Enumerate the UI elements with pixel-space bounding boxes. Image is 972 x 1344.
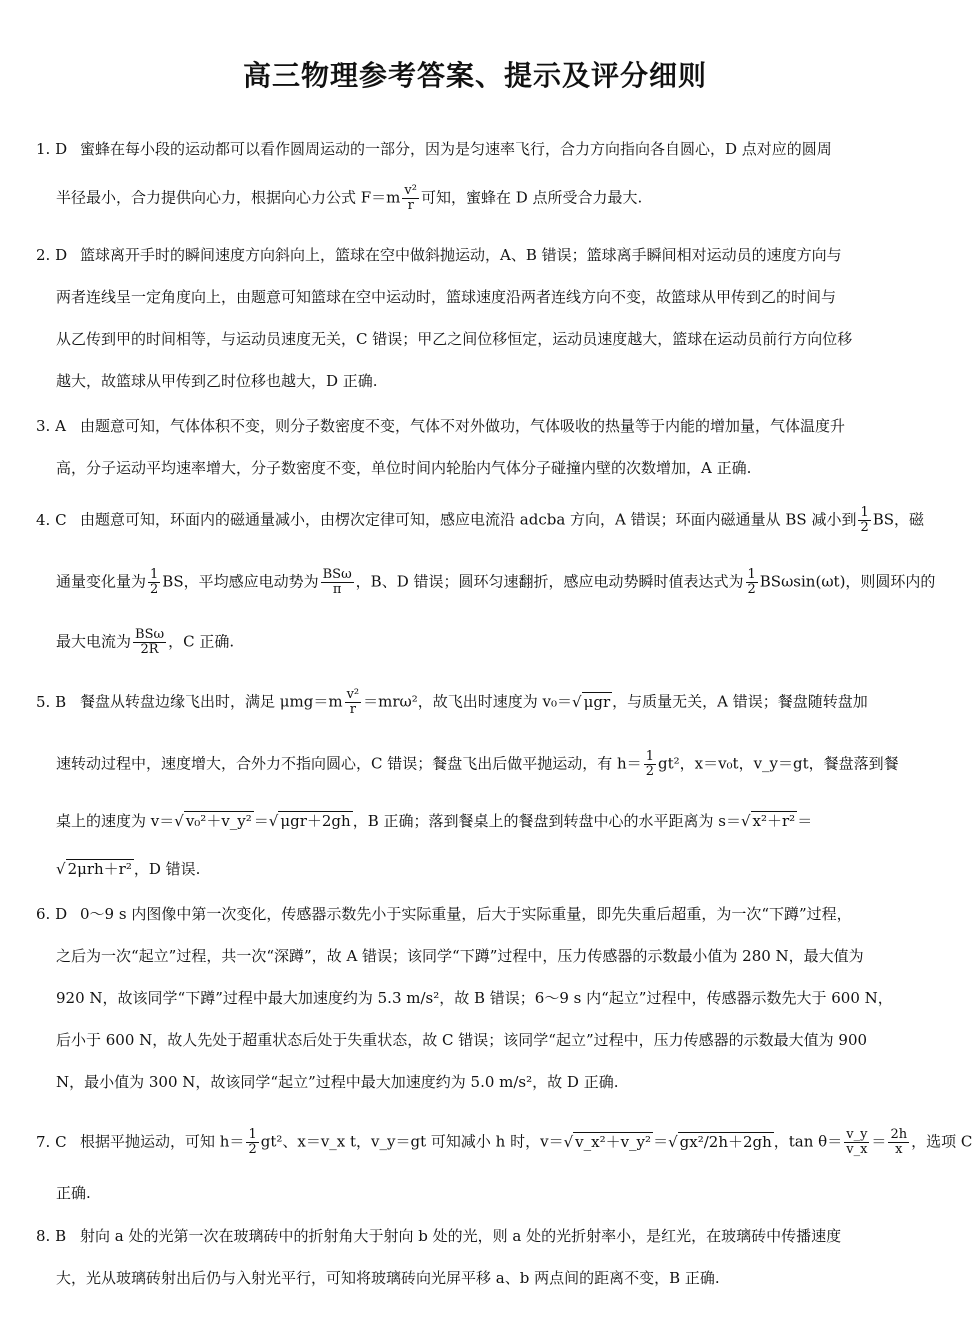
sqrt: √ μgr <box>572 692 612 711</box>
fraction: $\frac{1}{2}$ <box>150 567 159 597</box>
answer-number: 5. B <box>36 692 67 711</box>
sqrt: √ v_x²＋v_y² <box>564 1132 653 1151</box>
fraction: $\frac{1}{2}$ <box>860 505 869 535</box>
page-title: 高三物理参考答案、提示及评分细则 <box>242 59 707 92</box>
answer-number: 7. C <box>36 1132 67 1151</box>
fraction: $\frac{1}{2}$ <box>645 749 654 779</box>
answer-number: 3. A <box>36 417 66 435</box>
sqrt: √ v₀²＋v_y² <box>174 811 254 830</box>
sqrt: √ gx²/2h＋2gh <box>668 1132 774 1151</box>
sqrt: √ 2μrh＋r² <box>56 859 134 878</box>
fraction: $\frac{1}{2}$ <box>248 1127 257 1157</box>
fraction: $\frac{\text{BSω}}{\pi}$ <box>322 567 352 597</box>
answer-number: 8. B <box>36 1227 67 1245</box>
fraction: $\frac{\text{v²}}{r}$ <box>404 183 417 213</box>
answer-number: 4. C <box>36 510 67 529</box>
fraction: $\frac{\text{BSω}}{2R}$ <box>135 627 165 657</box>
fraction: $\frac{2h}{x}$ <box>890 1127 908 1157</box>
sqrt: √ μgr＋2gh <box>269 811 353 830</box>
fraction: $\frac{\text{v²}}{r}$ <box>346 687 360 717</box>
fraction: $\frac{v\_y}{v\_x}$ <box>846 1127 868 1157</box>
answer-number: 2. D <box>36 246 68 264</box>
answer-number: 1. D <box>36 140 68 158</box>
document-page: 高三物理参考答案、提示及评分细则 1. D 蜜蜂在每小段的运动都可以看作圆周运动的一部分，因为是匀速率飞行，合力方向指向各自圆心，D 点对应的圆周 半径最小，合力提供向心力，根据向心力公式 F＝m $\frac{\text{v²}}{r}$ 可知，蜜蜂在 D 点所受合力最大. 2. D 篮球离开手时的瞬间速度方向斜向上，篮球在空中做斜抛运动，A、B 错误；篮球离手瞬间相对运动员的速度方向与 两者连线呈一定角度向上，由题意可知篮球在空中运动时，篮球速度沿两者连线方向不变，故篮球从甲传到乙的时间与 从乙传到甲的时间相等，与运动员速度无关，C 错误；甲乙之间位移恒定，运动员速度越大，篮球在运动员前行方向位移 越大，故篮球从甲传到乙时位移也越大，D 正确. 3. A 由题意可知，气体体积不变，则分子数密度不变，气体不对外做功，气体吸收的热量等于内能的增加量，气体温度升 高，分子运动平均速率增大，分子数密度不变，单位时间内轮胎内气体分子碰撞内壁的次数增加，A 正确. 4. C 由题意可知，环面内的磁通量减小，由楞次定律可知，感应电流沿 adcba 方向，A 错误；环面内磁通量从 BS 减小到 $\frac{1}{2}$ BS，磁 通量变化量为 $\frac{1}{2}$ BS，平均感应电动势为 $\frac{\text{BSω}}{\pi}$ ，B、D 错误；圆环匀速翻折，感应电动势瞬时值表达式为 $\frac{1}{2}$ BSωsin(ωt)，则圆环内的 最大电流为 $\frac{\text{BSω}}{2R}$ ，C 正确. 5. B 餐盘从转盘边缘飞出时，满足 μmg＝m $\frac{\text{v²}}{r}$ ＝mrω²，故飞出时速度为 v₀＝√ μgr ，与质量无关，A 错误；餐盘随转盘加 速转动过程中，速度增大，合外力不指向圆心，C 错误；餐盘飞出后做平抛运动，有 h＝ $\frac{1}{2}$ gt²，x＝v₀t，v_y＝gt，餐盘落到餐 桌上的速度为 v＝√ v₀²＋v_y² ＝√ μgr＋2gh ，B 正确；落到餐桌上的餐盘到转盘中心的水平距离为 s＝√ x²＋r² ＝ √ 2μrh＋r² ，D 错误. 6. D 0～9 s 内图像中第一次变化，传感器示数先小于实际重量，后大于实际重量，即先失重后超重，为一次“下蹲”过程， 之后为一次“起立”过程，共一次“深蹲”，故 A 错误；该同学“下蹲”过程中，压力传感器的示数最小值为 280 N，最大值为 920 N，故该同学“下蹲”过程中最大加速度约为 5.3 m/s²，故 B 错误；6～9 s 内“起立”过程中，传感器示数先大于 600 N， 后小于 600 N，故人先处于超重状态后处于失重状态，故 C 错误；该同学“起立”过程中，压力传感器的示数最大值为 900 N，最小值为 300 N，故该同学“起立”过程中最大加速度约为 5.0 m/s²，故 D 正确. 7. C 根据平抛运动，可知 h＝ $\frac{1}{2}$ gt²、x＝v_x t，v_y＝gt 可知减小 h 时，v＝√ v_x²＋v_y² ＝√ gx²/2h＋2gh ，tan θ＝ $\frac{v\_y}{v\_x}$ ＝ $\frac{2h}{x}$ ，选项 C 正确. 8. B 射向 a 处的光第一次在玻璃砖中的折射角大于射向 b 处的光，则 a 处的光折射率小，是红光，在玻璃砖中传播速度 大，光从玻璃砖射出后仍与入射光平行，可知将玻璃砖向光屏平移 a、b 两点间的距离不变，B 正确. <box>0 0 950 1344</box>
sqrt: √ x²＋r² <box>741 811 797 830</box>
answer-number: 6. D <box>36 905 68 923</box>
fraction: $\frac{1}{2}$ <box>747 567 756 597</box>
